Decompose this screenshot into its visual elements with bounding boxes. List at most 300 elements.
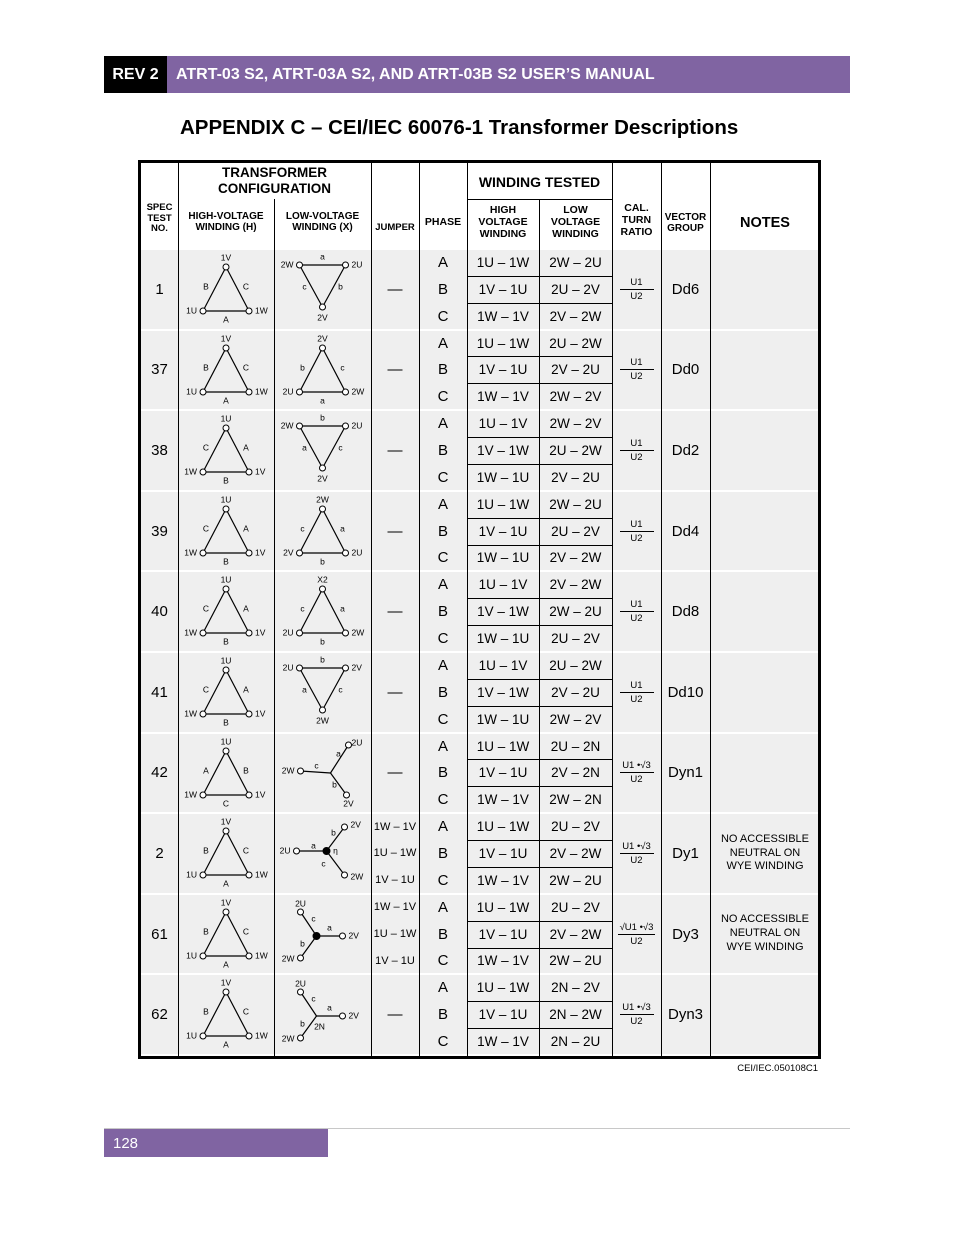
terminal-label: 2W [316,715,329,726]
high-winding-test: 1V – 1U [478,523,528,539]
winding-subdivider [467,1028,612,1029]
winding-subdivider [467,679,612,680]
winding-subdivider [467,1001,612,1002]
low-winding-test: 2U – 2W [549,335,602,351]
winding-letter: c [311,913,316,924]
figure-code: CEI/IEC.050108C1 [737,1063,818,1074]
terminal-label: 1U [220,655,232,666]
terminal-label: 2W [351,627,365,638]
lv-wye-diagram [274,813,371,894]
turn-ratio [612,652,661,733]
header-spec: SPEC TEST NO. [146,201,173,235]
winding-letter: b [332,778,337,789]
phase-label: A [437,737,448,755]
low-winding-test: 2U – 2W [549,442,602,458]
ratio-denominator: U2 [630,854,643,866]
vector-group: Dyn3 [667,1006,704,1024]
terminal-label: 2U [282,385,294,396]
terminal-label: 2U [295,898,306,909]
winding-letter: a [320,251,325,262]
turn-ratio [612,894,661,975]
terminal-node [342,872,348,878]
jumper-value: — [387,280,403,298]
jumper-value: 1U – 1W [373,847,417,860]
terminal-node [297,423,303,429]
winding-letter: B [203,361,209,372]
winding-letter: C [242,361,250,372]
terminal-node [223,989,229,995]
neutral-node [323,848,330,855]
neutral-label: 2N [314,1021,325,1032]
ratio-denominator: U2 [630,451,643,463]
header-config: TRANSFORMER CONFIGURATION [218,165,331,196]
terminal-label: 1U [220,574,232,585]
header-ratio: CAL. TURN RATIO [620,201,653,239]
winding-letter: c [340,361,345,372]
terminal-node [223,586,229,592]
phase-label: A [437,979,448,997]
terminal-label: 1U [186,950,197,961]
terminal-label: 2U [279,845,291,856]
terminal-node [320,465,326,471]
vector-group: Dd2 [671,441,700,459]
terminal-label: 1U [220,735,232,746]
vector-group: Dd4 [671,522,700,540]
header-high: HIGH VOLTAGE WINDING [478,203,528,241]
phase-label: C [437,710,449,728]
winding-letter: C [242,926,250,937]
terminal-node [246,953,252,959]
terminal-node [320,707,326,713]
jumper-value: — [387,361,403,379]
winding-letter: c [338,442,343,453]
phase-label: B [437,603,448,621]
hv-delta-diagram [178,733,274,814]
terminal-label: 2V [283,547,294,558]
low-winding-test: 2W – 2U [549,604,602,620]
high-winding-test: 1U – 1W [476,254,530,270]
terminal-node [246,711,252,717]
terminal-node [200,1033,206,1039]
ratio-numerator: U1 [620,277,654,290]
phase-label: A [437,334,448,352]
turn-ratio [612,813,661,894]
terminal-node [344,792,350,798]
winding-letter: a [340,523,345,534]
winding-letter: A [243,684,249,695]
column-divider [710,163,711,1056]
lv-wye-diagram [274,894,371,975]
high-winding-test: 1W – 1V [477,308,529,324]
terminal-node [223,909,229,915]
winding-letter: A [223,878,229,889]
terminal-label: 1W [184,627,197,638]
terminal-label: 2W [281,953,295,964]
winding-letter: A [223,1039,229,1050]
terminal-label: 2V [348,930,359,941]
phase-label: B [437,844,448,862]
terminal-node [246,1033,252,1039]
winding-letter: A [243,603,249,614]
winding-letter: b [320,412,325,423]
high-winding-test: 1W – 1V [477,792,529,808]
winding-letter: b [300,361,305,372]
phase-label: A [437,253,448,271]
winding-letter: a [320,394,325,405]
terminal-label: 1U [186,385,197,396]
hv-delta-diagram [178,894,274,975]
terminal-node [343,550,349,556]
ratio-denominator: U2 [630,532,643,544]
terminal-label: 1W [184,788,197,799]
notes-text: NO ACCESSIBLE NEUTRAL ON WYE WINDING [720,832,810,873]
vector-group: Dyn1 [667,764,704,782]
phase-label: C [437,952,449,970]
ratio-denominator: U2 [630,1016,643,1028]
terminal-node [340,933,346,939]
terminal-label: 1U [186,305,197,316]
notes-text [716,410,814,491]
winding-letter: η [333,845,338,856]
notes-text [716,249,814,330]
phase-label: C [437,1033,449,1051]
ratio-denominator: U2 [630,290,643,302]
winding-subdivider [467,437,612,438]
jumper-value: — [387,522,403,540]
terminal-label: 1U [186,869,197,880]
terminal-label: 1W [184,466,197,477]
high-winding-test: 1U – 1W [476,738,530,754]
terminal-node [223,506,229,512]
winding-subdivider [467,759,612,760]
hv-delta-diagram [178,410,274,491]
terminal-node [320,304,326,310]
spec-number: 62 [151,1006,168,1024]
winding-letter: A [203,764,209,775]
spec-number: 42 [151,764,168,782]
terminal-label: 2V [350,819,361,830]
low-winding-test: 2V – 2W [549,845,602,861]
winding-letter: B [203,1006,209,1017]
high-winding-test: 1U – 1V [478,416,528,432]
terminal-label: 2U [282,662,294,673]
winding-letter: B [223,636,229,647]
terminal-node [246,872,252,878]
winding-letter: c [321,858,326,869]
spec-number: 37 [151,361,168,379]
terminal-node [343,665,349,671]
header-vector: VECTOR GROUP [664,211,707,234]
winding-letter: b [331,827,336,838]
low-winding-test: 2U – 2V [551,631,600,647]
winding-letter: C [222,797,230,808]
terminal-label: 2W [281,764,295,775]
ratio-numerator: U1 [620,357,654,370]
header-lv: LOW-VOLTAGE WINDING (X) [285,210,360,233]
winding-subdivider [467,867,612,868]
terminal-node [294,848,300,854]
ratio-numerator: U1 [620,438,654,451]
transformer-table [138,160,821,1059]
terminal-node [297,262,303,268]
spec-number: 1 [155,280,164,298]
hv-delta-diagram [178,974,274,1055]
low-winding-test: 2V – 2N [551,765,600,781]
low-winding-test: 2N – 2W [549,1007,602,1023]
phase-label: A [437,898,448,916]
ratio-numerator: U1 •√3 [620,841,654,854]
low-winding-test: 2W – 2V [549,416,602,432]
ratio-denominator: U2 [630,935,643,947]
terminal-node [246,389,252,395]
terminal-node [246,792,252,798]
ratio-denominator: U2 [630,693,643,705]
low-winding-test: 2W – 2N [549,792,602,808]
phase-label: B [437,925,448,943]
hv-delta-diagram [178,330,274,411]
low-winding-test: 2U – 2V [551,281,600,297]
phase-label: C [437,871,449,889]
terminal-label: 2W [351,385,365,396]
ratio-numerator: √U1 •√3 [619,921,654,933]
winding-letter: a [340,603,345,614]
spec-number: 2 [155,844,164,862]
notes-text [716,652,814,733]
page-title: APPENDIX C – CEI/IEC 60076-1 Transformer Descriptions [180,116,739,139]
vector-group: Dy1 [672,844,699,862]
low-winding-test: 2V – 2U [551,684,600,700]
winding-line [301,771,331,773]
winding-letter: b [300,938,305,949]
winding-subdivider [467,786,612,787]
lv-inverted-delta-diagram [274,410,371,491]
winding-letter: c [300,603,305,614]
terminal-node [223,345,229,351]
low-winding-test: 2N – 2U [550,1034,601,1050]
hv-delta-diagram [178,571,274,652]
terminal-node [343,630,349,636]
terminal-label: 2U [351,259,363,270]
winding-letter: C [202,442,210,453]
winding-letter: C [242,281,250,292]
jumper-value: — [387,441,403,459]
terminal-node [200,711,206,717]
phase-label: A [437,818,448,836]
terminal-label: 1U [220,494,232,505]
high-winding-test: 1W – 1U [476,711,530,727]
terminal-label: 1V [255,547,266,558]
terminal-label: 2W [280,259,294,270]
turn-ratio [612,249,661,330]
terminal-label: 2V [343,797,354,808]
winding-letter: a [327,1002,332,1013]
winding-subdivider [467,598,612,599]
page-header [104,56,850,93]
winding-letter: A [243,523,249,534]
winding-letter: a [302,684,307,695]
high-winding-test: 1W – 1V [477,389,529,405]
winding-letter: c [302,281,307,292]
terminal-node [320,586,326,592]
phase-label: C [437,388,449,406]
winding-letter: C [202,523,210,534]
terminal-node [200,469,206,475]
winding-letter: A [243,442,249,453]
high-winding-test: 1W – 1V [477,953,529,969]
terminal-label: 1V [220,897,232,908]
neutral-node [313,932,320,939]
winding-subdivider [467,706,612,707]
high-winding-test: 1V – 1U [478,765,528,781]
high-winding-test: 1V – 1W [477,604,529,620]
winding-letter: C [202,603,210,614]
jumper-value: — [387,1006,403,1024]
winding-subdivider [467,840,612,841]
winding-letter: a [311,840,316,851]
vector-group: Dy3 [672,925,699,943]
winding-letter: B [203,845,209,856]
low-winding-test: 2U – 2V [551,523,600,539]
terminal-label: 2U [351,547,363,558]
notes-text [716,571,814,652]
terminal-node [320,345,326,351]
ratio-denominator: U2 [630,774,643,786]
spec-number: 39 [151,522,168,540]
terminal-label: 1W [255,950,268,961]
header-winding: WINDING TESTED [478,173,601,190]
low-winding-test: 2V – 2U [551,362,600,378]
high-winding-test: 1W – 1V [477,1034,529,1050]
terminal-label: 2W [280,420,294,431]
winding-letter: b [300,1018,305,1029]
winding-letter: B [223,717,229,728]
terminal-label: 2V [351,662,362,673]
jumper-value: 1V – 1U [375,954,415,967]
high-winding-test: 1U – 1W [476,335,530,351]
terminal-label: 2U [282,627,294,638]
winding-subdivider [467,921,612,922]
terminal-label: 1V [220,252,232,263]
winding-subdivider [467,356,612,357]
winding-letter: b [320,654,325,665]
lv-delta-diagram [274,491,371,572]
winding-letter: A [223,394,229,405]
turn-ratio [612,733,661,814]
jumper-value: 1U – 1W [373,928,417,941]
spec-number: 61 [151,925,168,943]
lv-wye-diagram [274,733,371,814]
terminal-label: 2U [295,978,306,989]
terminal-label: 1U [220,413,232,424]
terminal-label: 2W [316,494,329,505]
terminal-node [298,768,304,774]
high-winding-test: 1U – 1V [478,657,528,673]
jumper-value: — [387,764,403,782]
high-winding-test: 1V – 1U [478,362,528,378]
terminal-label: 1W [255,1030,268,1041]
high-winding-test: 1U – 1V [478,577,528,593]
terminal-label: 1W [255,869,268,880]
low-winding-test: 2U – 2V [551,899,600,915]
terminal-node [200,872,206,878]
winding-letter: C [242,845,250,856]
terminal-label: 1V [255,627,266,638]
vector-group: Dd0 [671,361,700,379]
terminal-label: 2V [317,312,328,323]
notes-text [716,491,814,572]
terminal-label: 2W [281,1033,295,1044]
terminal-label: 2V [317,473,328,484]
phase-label: A [437,576,448,594]
ratio-numerator: U1 •√3 [620,1002,654,1015]
header-jumper: JUMPER [375,221,415,233]
ratio-numerator: U1 [620,519,654,532]
winding-letter: c [311,993,316,1004]
jumper-value: — [387,603,403,621]
vector-group: Dd6 [671,280,700,298]
low-winding-test: 2U – 2N [550,738,601,754]
terminal-node [297,630,303,636]
notes-text [716,330,814,411]
terminal-label: 1V [255,466,266,477]
turn-ratio [612,491,661,572]
winding-letter: c [338,684,343,695]
lv-inverted-delta-diagram [274,249,371,330]
phase-label: C [437,307,449,325]
spec-number: 38 [151,441,168,459]
high-winding-test: 1W – 1V [477,872,529,888]
jumper-value: 1W – 1V [373,820,417,833]
high-winding-test: 1U – 1W [476,496,530,512]
winding-letter: A [223,959,229,970]
page-number: 128 [104,1129,328,1157]
winding-subdivider [467,545,612,546]
winding-letter: c [314,759,319,770]
low-winding-test: 2V – 2U [551,469,600,485]
jumper-value: — [387,683,403,701]
terminal-label: X2 [317,574,328,585]
terminal-label: 2V [348,1010,359,1021]
terminal-label: 2W [350,871,364,882]
lv-wye-diagram [274,974,371,1055]
vector-group: Dd8 [671,603,700,621]
phase-label: B [437,522,448,540]
terminal-node [343,423,349,429]
low-winding-test: 2W – 2V [549,389,602,405]
phase-label: B [437,764,448,782]
high-winding-test: 1V – 1U [478,845,528,861]
terminal-node [340,1013,346,1019]
terminal-node [298,955,304,961]
high-winding-test: 1U – 1W [476,980,530,996]
winding-subdivider [467,948,612,949]
terminal-node [343,389,349,395]
terminal-label: 1W [184,547,197,558]
turn-ratio [612,330,661,411]
phase-label: B [437,280,448,298]
high-winding-test: 1V – 1W [477,684,529,700]
winding-letter: c [300,523,305,534]
terminal-node [223,425,229,431]
terminal-node [246,308,252,314]
high-winding-test: 1V – 1U [478,926,528,942]
winding-subdivider [467,518,612,519]
phase-label: B [437,1006,448,1024]
ratio-numerator: U1 [620,680,654,693]
high-winding-test: 1W – 1U [476,469,530,485]
hv-delta-diagram [178,491,274,572]
winding-letter: b [338,281,343,292]
